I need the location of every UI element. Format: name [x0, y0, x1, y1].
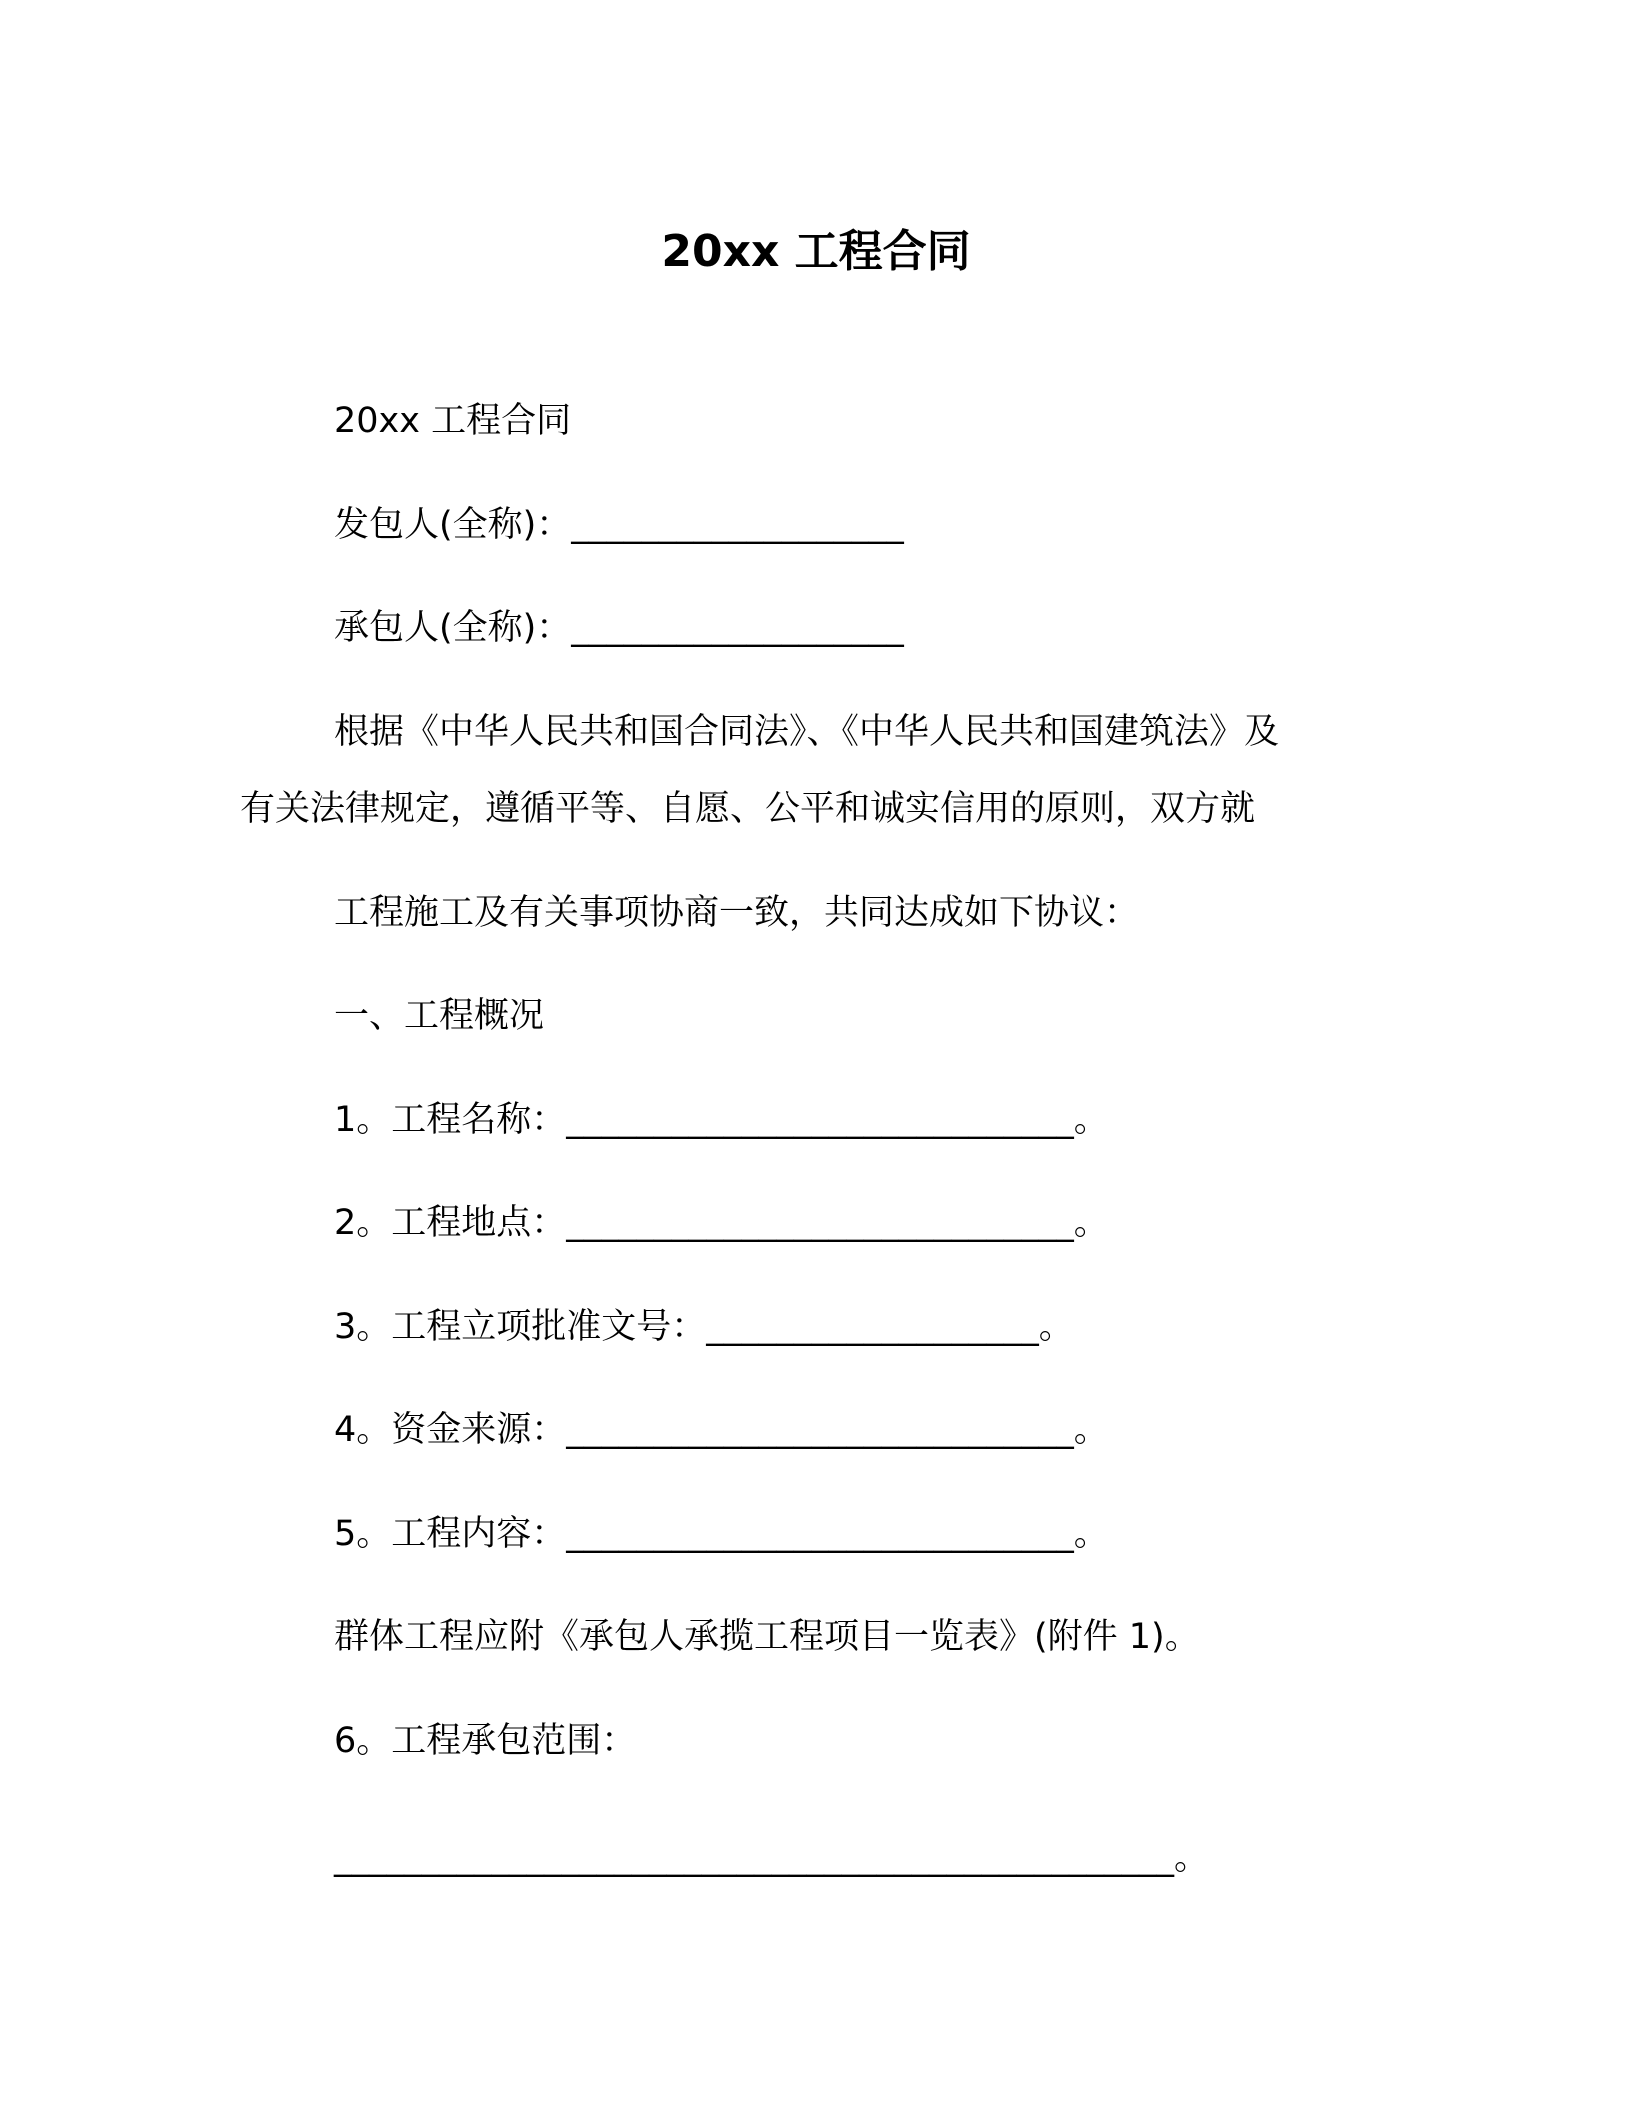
- attachment-note: 群体工程应附《承包人承揽工程项目一览表》(附件 1)。: [334, 1617, 1200, 1657]
- item-project-content: 5。工程内容：_____________________________。: [334, 1514, 1109, 1554]
- item-project-location: 2。工程地点：_____________________________。: [334, 1203, 1109, 1243]
- scope-blank-line: ________________________________________________。: [334, 1838, 1210, 1878]
- preamble-line-2: 有关法律规定，遵循平等、自愿、公平和诚实信用的原则，双方就: [240, 789, 1256, 829]
- preamble-line-1: 根据《中华人民共和国合同法》、《中华人民共和国建筑法》及: [334, 712, 1280, 752]
- item-funding-source: 4。资金来源：_____________________________。: [334, 1410, 1109, 1450]
- item-contract-scope: 6。工程承包范围：: [334, 1721, 637, 1761]
- section-heading: 一、工程概况: [334, 996, 545, 1036]
- employer-line: 发包人(全称)：___________________: [334, 505, 904, 545]
- contractor-line: 承包人(全称)：___________________: [334, 608, 904, 648]
- subtitle-line: 20xx 工程合同: [334, 401, 572, 441]
- item-approval-number: 3。工程立项批准文号：___________________。: [334, 1307, 1074, 1347]
- preamble-line-3: 工程施工及有关事项协商一致，共同达成如下协议：: [334, 893, 1140, 933]
- item-project-name: 1。工程名称：_____________________________。: [334, 1100, 1109, 1140]
- document-title: 20xx 工程合同: [661, 226, 971, 277]
